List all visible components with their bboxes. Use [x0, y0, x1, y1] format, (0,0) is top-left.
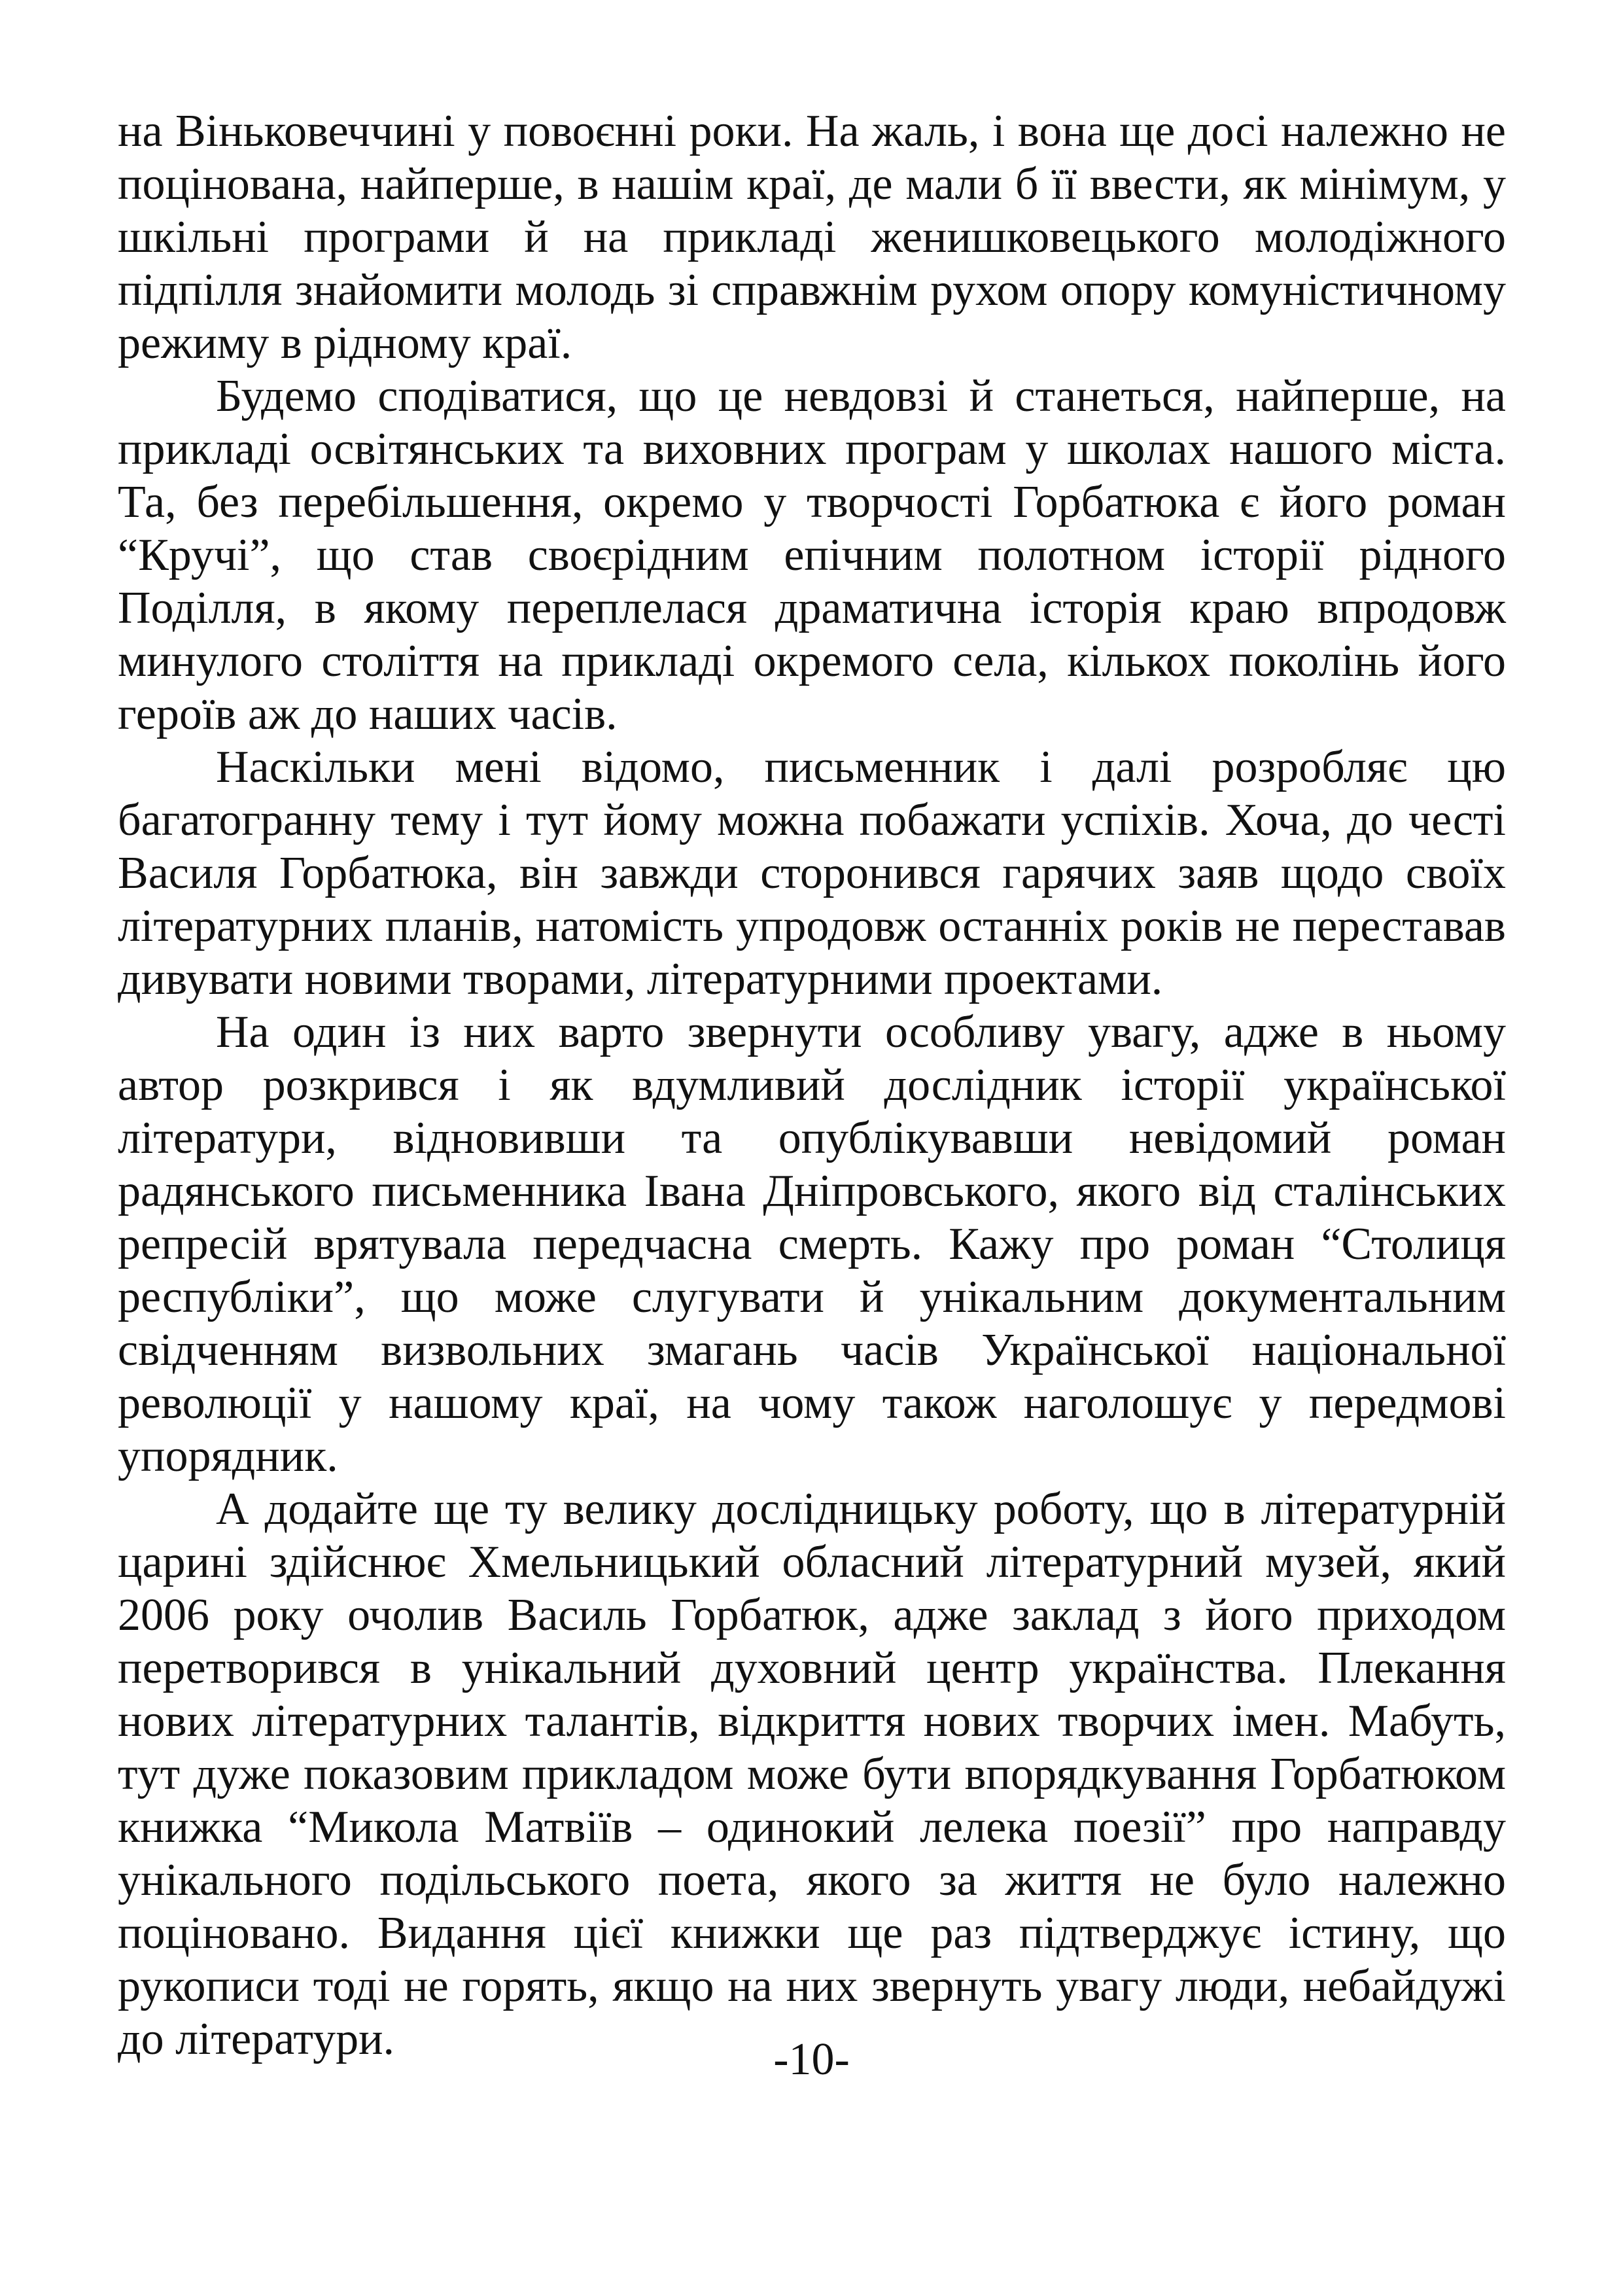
paragraph-5: А додайте ще ту велику дослідницьку роботу, що в літературній царині здійснює Хмельницький обласний літературний музей, який 2006 року очолив Василь Горбатюк, адже заклад з його приходом перетворився в унікальний духовний центр українства. Плекання нових літературних талантів, відкриття нових творчих імен. Мабуть, тут дуже показовим прикладом може бути впорядкування Горбатюком книжка “Микола Матвіїв – одинокий лелека поезії” про направду унікального подільського поета, якого за життя не було належно поціновано. Видання цієї книжки ще раз підтверджує істину, що рукописи тоді не горять, якщо на них звернуть увагу люди, небайдужі до літератури. — [118, 1484, 1506, 2064]
paragraph-3: Наскільки мені відомо, письменник і далі розробляє цю багатогранну тему і тут йому можна побажати успіхів. Хоча, до честі Василя Горбатюка, він завжди сторонився гарячих заяв щодо своїх літературних планів, натомість упродовж останніх років не переставав дивувати новими творами, літературними проектами. — [118, 742, 1506, 1004]
page-body — [118, 105, 1506, 2066]
paragraph-1: на Віньковеччині у повоєнні роки. На жаль, і вона ще досі належно не поцінована, найперше, в нашім краї, де мали б її ввести, як мінімум, у шкільні програми й на прикладі женишковецького молодіжного підпілля знайомити молодь зі справжнім рухом опору комуністичному режиму в рідному краї. — [118, 106, 1506, 368]
paragraph-2: Будемо сподіватися, що це невдовзі й станеться, найперше, на прикладі освітянських та виховних програм у школах нашого міста. Та, без перебільшення, окремо у творчості Горбатюка є його роман “Кручі”, що став своєрідним епічним полотном історії рідного Поділля, в якому переплелася драматична історія краю впродовж минулого століття на прикладі окремого села, кількох поколінь його героїв аж до наших часів. — [118, 371, 1506, 739]
page-number: -10- — [773, 2034, 850, 2085]
paragraph-4: На один із них варто звернути особливу увагу, адже в ньому автор розкрився і як вдумливий дослідник історії української літератури, відновивши та опублікувавши невідомий роман радянського письменника Івана Дніпровського, якого від сталінських репресій врятувала передчасна смерть. Кажу про роман “Столиця республіки”, що може слугувати й унікальним документальним свідченням визвольних змагань часів Української національної революції у нашому краї, на чому також наголошує у передмові упорядник. — [118, 1007, 1506, 1481]
